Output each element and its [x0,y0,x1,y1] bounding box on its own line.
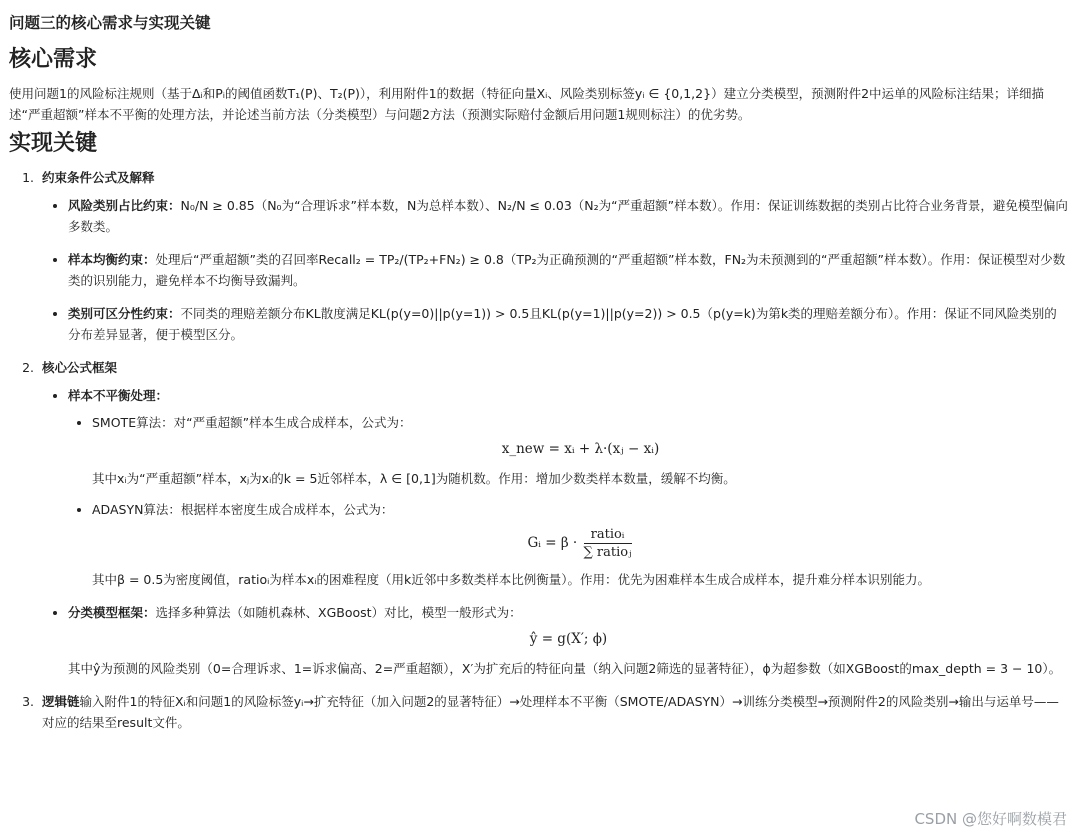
smote-note: 其中xᵢ为“严重超额”样本，xⱼ为xᵢ的k = 5近邻样本，λ ∈ [0,1]为随机数。作用：增加少数类样本数量，缓解不均衡。 [92,471,736,486]
constraint-label: 类别可区分性约束 [68,306,169,321]
adasyn-formula [92,526,1069,561]
formula-framework-title: 2. 核心公式框架 [42,360,118,375]
constraint-text: 不同类的理赔差额分布KL散度满足KL(p(y=0)||p(y=1)) > 0.5且KL(p(y=1)||p(y=2)) > 0.5（p(y=k)为第k类的理赔差额分布）。作用：保证不同风险类别的分布差异显著，便于模型区分。 [68,306,1057,342]
list-item-formula-framework [38,357,1069,679]
model-formula: ŷ = g(X′; ϕ) [529,631,608,647]
model-label: 分类模型框架 [68,605,144,620]
adasyn-description: • ADASYN算法：根据样本密度生成合成样本，公式为： [92,502,394,517]
csdn-watermark: CSDN @您好啊数模君 [914,810,1067,828]
formula-framework-list [42,385,1069,679]
list-item-constraints [38,167,1069,345]
implementation-key-heading: 实现关键 [9,131,98,156]
constraint-separability: • 类别可区分性约束：不同类的理赔差额分布KL散度满足KL(p(y=0)||p(y=1)) > 0.5且KL(p(y=1)||p(y=2)) > 0.5（p(y=k)为第k类的理赔差额分布）。作用：保证不同风险类别的分布差异显著，便于模型区分。 [68,303,1069,345]
core-requirement-heading: 核心需求 [9,47,98,72]
adasyn-formula-lhs: Gᵢ = β · [527,535,578,551]
model-text: 选择多种算法（如随机森林、XGBoost）对比，模型一般形式为： [155,605,522,620]
logic-chain-label: 逻辑链 [42,694,80,709]
adasyn-numerator: ratioᵢ [584,526,632,544]
constraint-category-ratio: • 风险类别占比约束：N₀/N ≥ 0.85（N₀为“合理诉求”样本数，N为总样本数）、N₂/N ≤ 0.03（N₂为“严重超额”样本数）。作用：保证训练数据的类别占比符合业务背景，避免模型偏向多数类。 [68,195,1069,237]
implementation-list [9,167,1069,733]
smote-item [92,412,1069,489]
constraints-title: 1. 约束条件公式及解释 [42,170,155,185]
imbalance-methods [68,412,1069,590]
adasyn-denominator: ∑ ratioⱼ [583,545,632,560]
adasyn-note: 其中β = 0.5为密度阈值，ratioᵢ为样本xᵢ的困难程度（用k近邻中多数类样本比例衡量）。作用：优先为困难样本生成合成样本，提升难分样本识别能力。 [92,572,930,587]
constraints-list [42,195,1069,345]
constraint-label: 风险类别占比约束 [68,198,169,213]
constraint-label: 样本均衡约束 [68,252,144,267]
core-requirement-paragraph: 使用问题1的风险标注规则（基于Δᵢ和Pᵢ的阈值函数T₁(P)、T₂(P)），利用附件1的数据（特征向量Xᵢ、风险类别标签yᵢ ∈ {0,1,2}）建立分类模型，预测附件2中运单的风险标注结果；详细描述“严重超额”样本不平衡的处理方法，并论述当前方法（分类模型）与问题2方法（预测实际赔付金额后用问题1规则标注）的优劣势。 [9,86,1045,122]
model-note: 其中ŷ为预测的风险类别（0=合理诉求、1=诉求偏高、2=严重超额），X′为扩充后的特征向量（纳入问题2筛选的显著特征），ϕ为超参数（如XGBoost的max_depth = 3 − 10）。 [68,661,1062,676]
imbalance-handling: • 样本不平衡处理： • SMOTE算法：对“严重超额”样本生成合成样本，公式为： x_new = xᵢ + λ·(xⱼ − xᵢ) 其中xᵢ为“严重超额”样本，xⱼ为xᵢ的k = 5近邻样本，λ ∈ [0,1]为随机数。作用：增加少数类样本数量，缓解不均衡。 • ADASYN算法：根据样本密度生成合成样本，公式为： Gᵢ = β · $\frac{\text{ratioᵢ}}{\text{∑ ratioⱼ}}$ 其中β = 0.5为密度阈值，ratioᵢ为样本xᵢ的困难程度（用k近邻中多数类样本比例衡量）。作用：优先为困难样本生成合成样本，提升难分样本识别能力。 [68,385,1069,590]
adasyn-fraction [584,526,632,561]
classification-model: • 分类模型框架：选择多种算法（如随机森林、XGBoost）对比，模型一般形式为： ŷ = g(X′; ϕ) 其中ŷ为预测的风险类别（0=合理诉求、1=诉求偏高、2=严重超额），X′为扩充后的特征向量（纳入问题2筛选的显著特征），ϕ为超参数（如XGBoost的max_depth = 3 − 10）。 [68,602,1069,679]
constraint-sample-balance: • 样本均衡约束：处理后“严重超额”类的召回率Recall₂ = TP₂/(TP₂+FN₂) ≥ 0.8（TP₂为正确预测的“严重超额”样本数，FN₂为未预测到的“严重超额”样本数）。作用：保证模型对少数类的识别能力，避免样本不均衡导致漏判。 [68,249,1069,291]
adasyn-item [92,499,1069,590]
imbalance-label: 样本不平衡处理 [68,388,156,403]
list-item-logic-chain [38,691,1069,733]
logic-chain-text: 输入附件1的特征Xᵢ和问题1的风险标签yᵢ→扩充特征（加入问题2的显著特征）→处理样本不平衡（SMOTE/ADASYN）→训练分类模型→预测附件2的风险类别→输出与运单号——对应的结果至result文件。 [42,694,1059,730]
constraint-text: 处理后“严重超额”类的召回率Recall₂ = TP₂/(TP₂+FN₂) ≥ 0.8（TP₂为正确预测的“严重超额”样本数，FN₂为未预测到的“严重超额”样本数）。作用：保证模型对少数类的识别能力，避免样本不均衡导致漏判。 [68,252,1066,288]
document-title: 问题三的核心需求与实现关键 [9,14,211,32]
smote-formula: x_new = xᵢ + λ·(xⱼ − xᵢ) [501,441,660,457]
constraint-text: N₀/N ≥ 0.85（N₀为“合理诉求”样本数，N为总样本数）、N₂/N ≤ 0.03（N₂为“严重超额”样本数）。作用：保证训练数据的类别占比符合业务背景，避免模型偏向多数类。 [68,198,1068,234]
smote-description: • SMOTE算法：对“严重超额”样本生成合成样本，公式为： [92,415,412,430]
